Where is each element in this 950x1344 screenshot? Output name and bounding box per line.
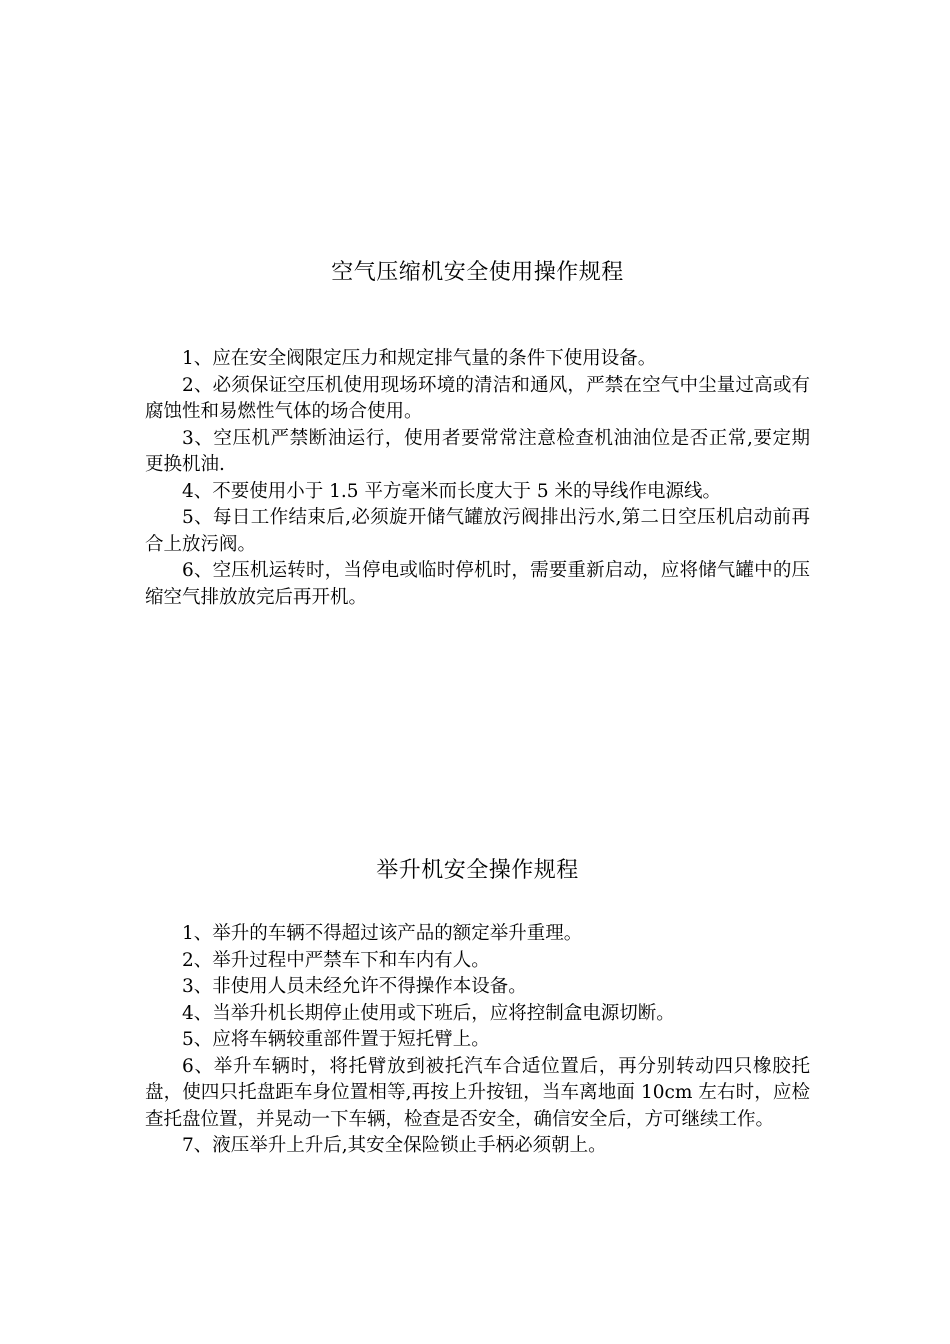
rule-item: 3、非使用人员未经允许不得操作本设备。 xyxy=(182,976,527,997)
vehicle-lift-rules-section xyxy=(145,856,810,1160)
rule-item: 2、举升过程中严禁车下和车内有人。 xyxy=(182,949,490,971)
rule-item: 3、空压机严禁断油运行，使用者要常常注意检查机油油位是否正常,要定期更换机油. xyxy=(145,427,810,475)
rule-list xyxy=(145,921,810,1160)
rule-item: 7、液压举升上升后,其安全保险锁止手柄必须朝上。 xyxy=(182,1135,607,1156)
section-title: 空气压缩机安全使用操作规程 xyxy=(331,260,624,285)
rule-item: 5、应将车辆较重部件置于短托臂上。 xyxy=(182,1029,490,1050)
rule-list xyxy=(145,346,810,611)
section-title: 举升机安全操作规程 xyxy=(376,858,579,883)
rule-item: 5、每日工作结束后,必须旋开储气罐放污阀排出污水,第二日空压机启动前再合上放污阀。 xyxy=(145,507,810,555)
rule-item: 4、当举升机长期停止使用或下班后，应将控制盒电源切断。 xyxy=(182,1002,675,1024)
rule-item: 1、举升的车辆不得超过该产品的额定举升重理。 xyxy=(182,923,583,944)
rule-item: 1、应在安全阀限定压力和规定排气量的条件下使用设备。 xyxy=(182,348,657,369)
rule-item: 2、必须保证空压机使用现场环境的清洁和通风，严禁在空气中尘量过高或有腐蚀性和易燃性气体的场合使用。 xyxy=(145,374,810,422)
rule-item: 6、空压机运转时，当停电或临时停机时，需要重新启动，应将储气罐中的压缩空气排放放完后再开机。 xyxy=(145,560,810,608)
air-compressor-rules-section xyxy=(145,258,810,611)
rule-item: 4、不要使用小于 1.5 平方毫米而长度大于 5 米的导线作电源线。 xyxy=(182,480,721,502)
rule-item: 6、举升车辆时，将托臂放到被托汽车合适位置后，再分别转动四只橡胶托盘，使四只托盘距车身位置相等,再按上升按钮，当车离地面 10cm 左右时，应检查托盘位置，并晃动一下车辆，检查是否安全，确信安全后，方可继续工作。 xyxy=(145,1055,810,1130)
